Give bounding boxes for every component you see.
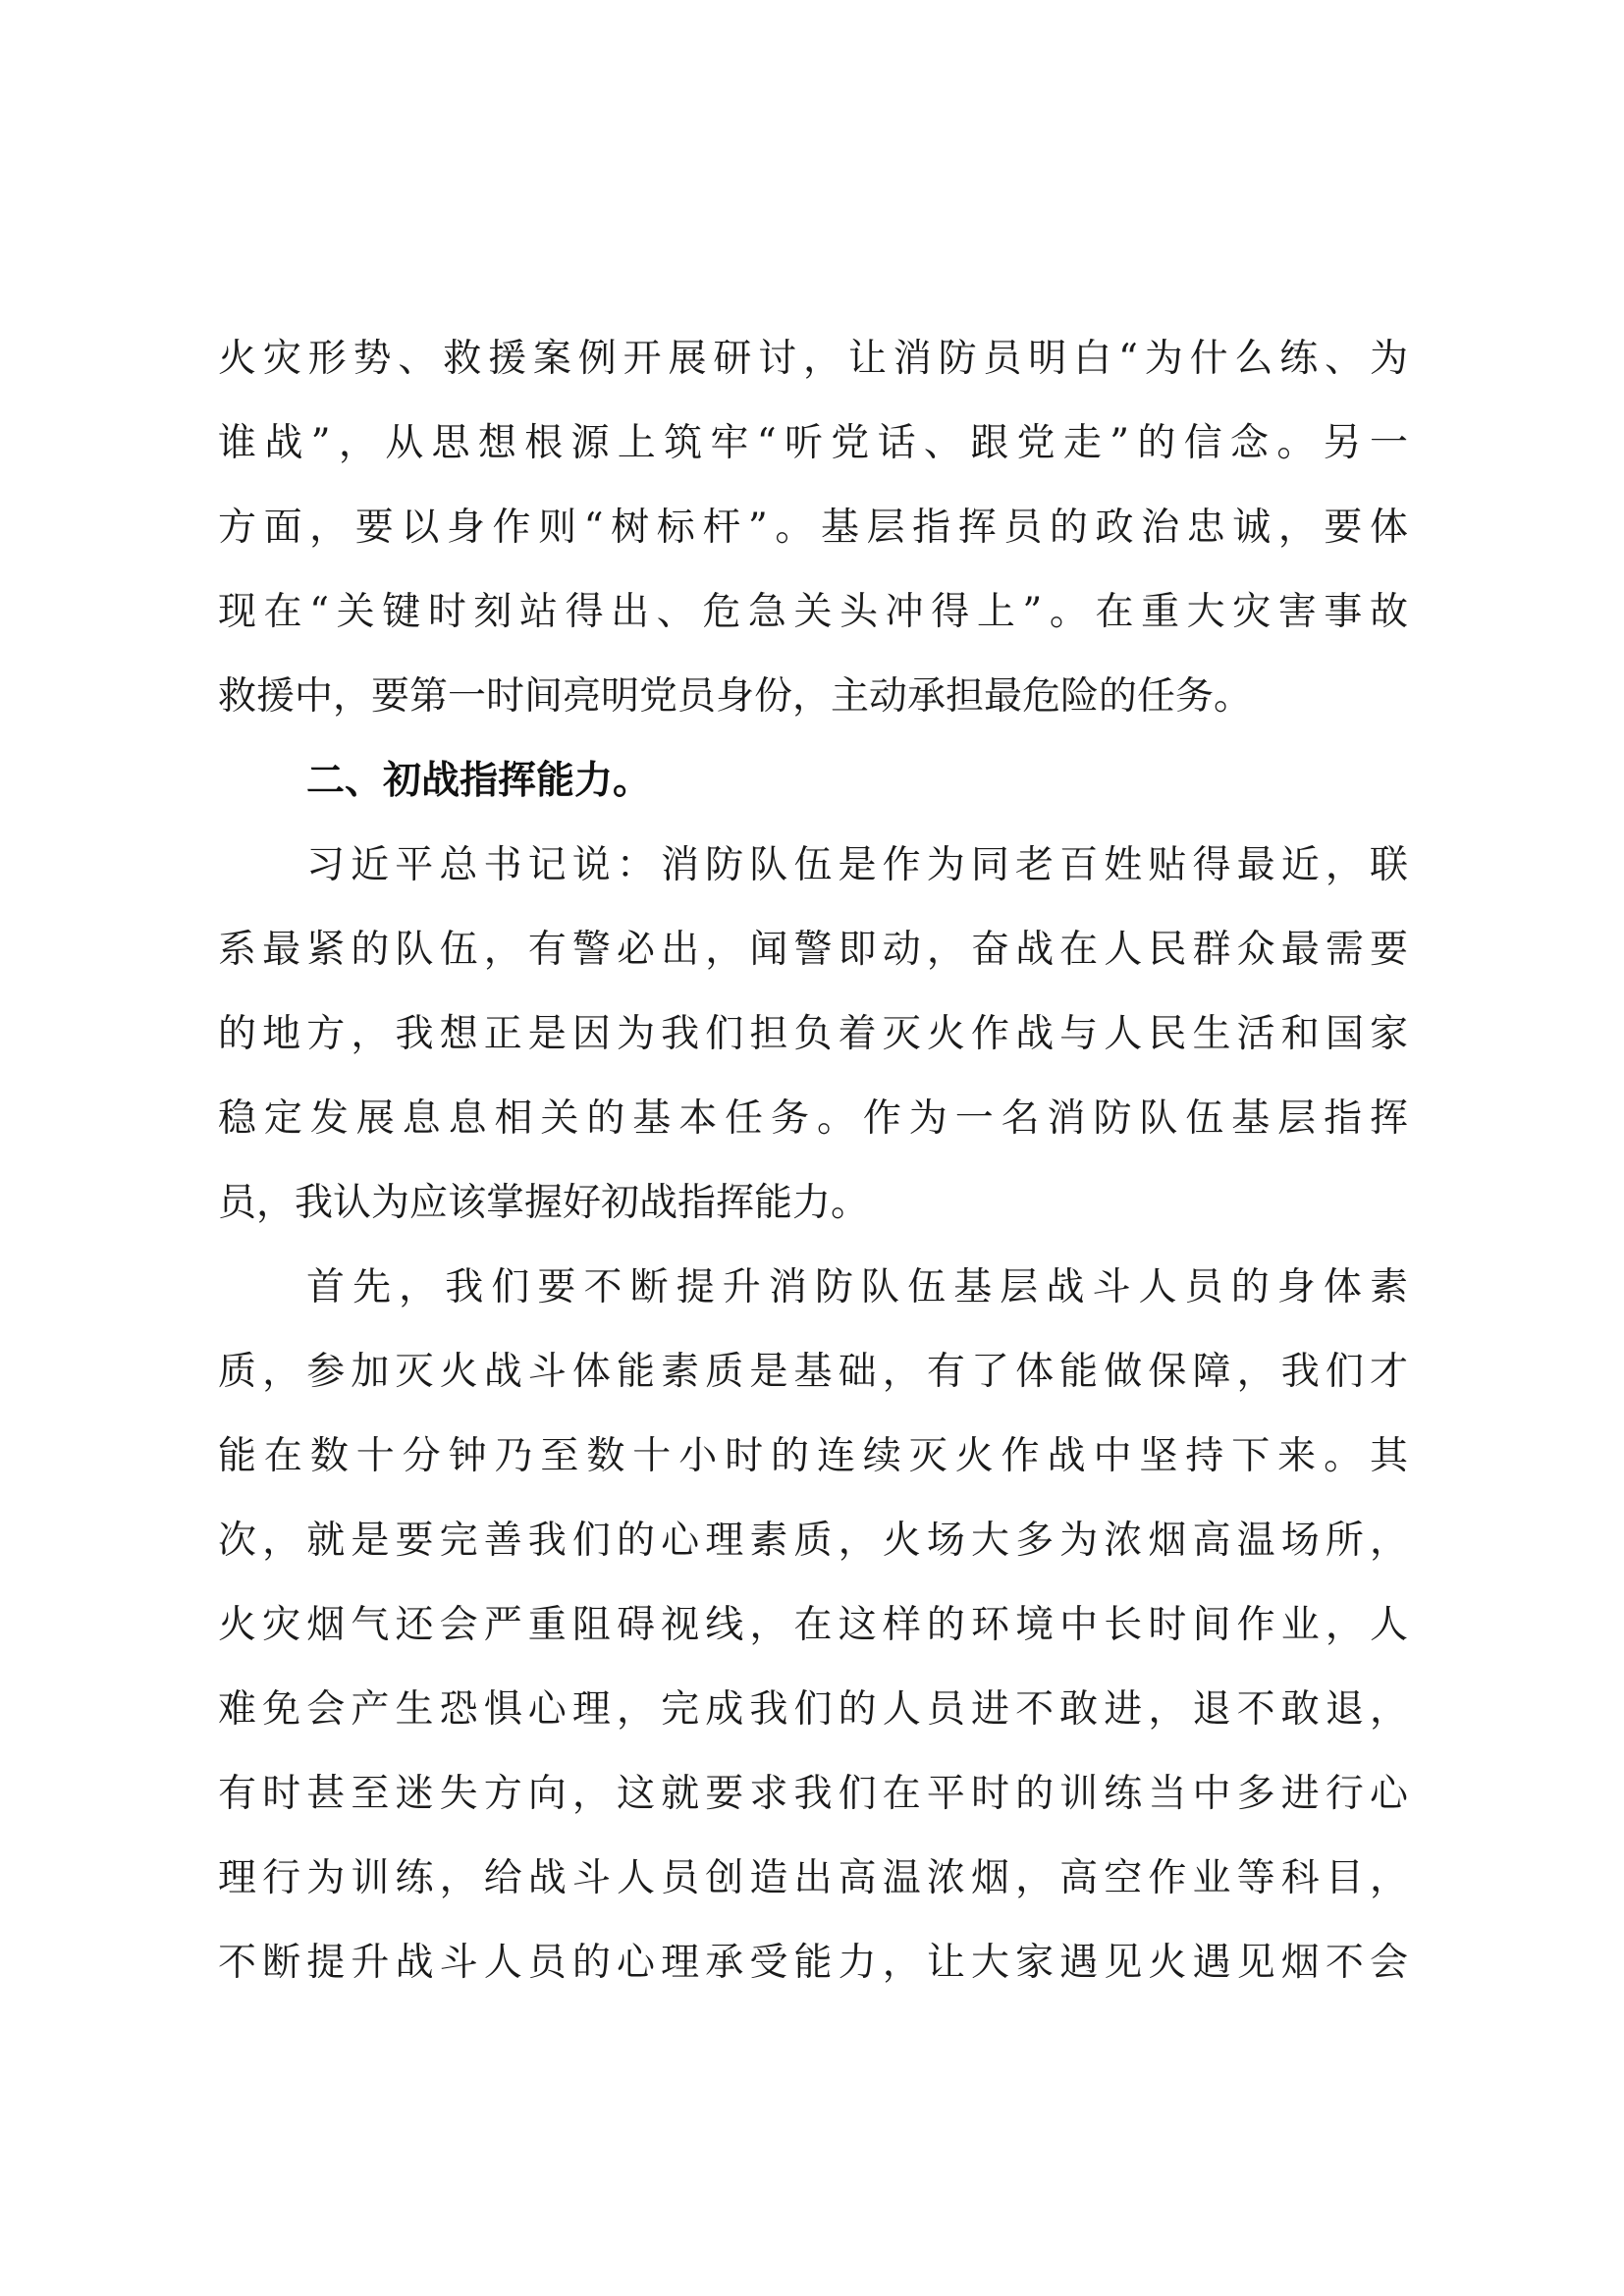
section-heading: 二、初战指挥能力。 (306, 759, 652, 803)
text-line: 首先，我们要不断提升消防队伍基层战斗人员的身体素 (306, 1265, 1408, 1309)
paragraph-3 (218, 1246, 1408, 2005)
text-line: 不断提升战斗人员的心理承受能力，让大家遇见火遇见烟不会 (218, 1941, 1408, 1985)
text-line: 理行为训练，给战斗人员创造出高温浓烟，高空作业等科目， (218, 1856, 1408, 1900)
paragraph-2 (218, 824, 1408, 1246)
text-line: 有时甚至迷失方向，这就要求我们在平时的训练当中多进行心 (218, 1772, 1408, 1816)
text-line: 难免会产生恐惧心理，完成我们的人员进不敢进，退不敢退， (218, 1687, 1408, 1732)
text-line: 方面，要以身作则“树标杆”。基层指挥员的政治忠诚，要体 (218, 506, 1408, 550)
text-line: 火灾形势、救援案例开展研讨，让消防员明白“为什么练、为 (218, 337, 1408, 381)
paragraph-1 (218, 317, 1408, 739)
text-line: 能在数十分钟乃至数十小时的连续灭火作战中坚持下来。其 (218, 1434, 1408, 1478)
text-line: 谁战”，从思想根源上筑牢“听党话、跟党走”的信念。另一 (218, 421, 1408, 465)
text-line: 系最紧的队伍，有警必出，闻警即动，奋战在人民群众最需要 (218, 928, 1408, 972)
text-line: 的地方，我想正是因为我们担负着灭火作战与人民生活和国家 (218, 1012, 1408, 1056)
text-line: 质，参加灭火战斗体能素质是基础，有了体能做保障，我们才 (218, 1350, 1408, 1394)
text-line: 员，我认为应该掌握好初战指挥能力。 (218, 1181, 870, 1225)
text-line: 救援中，要第一时间亮明党员身份，主动承担最危险的任务。 (218, 674, 1253, 719)
document-body (218, 317, 1408, 2005)
text-line: 稳定发展息息相关的基本任务。作为一名消防队伍基层指挥 (218, 1096, 1408, 1141)
text-line: 次，就是要完善我们的心理素质，火场大多为浓烟高温场所， (218, 1519, 1408, 1563)
text-line: 习近平总书记说：消防队伍是作为同老百姓贴得最近，联 (306, 843, 1408, 887)
text-line: 现在“关键时刻站得出、危急关头冲得上”。在重大灾害事故 (218, 590, 1408, 634)
text-line: 火灾烟气还会严重阻碍视线，在这样的环境中长时间作业，人 (218, 1603, 1408, 1647)
